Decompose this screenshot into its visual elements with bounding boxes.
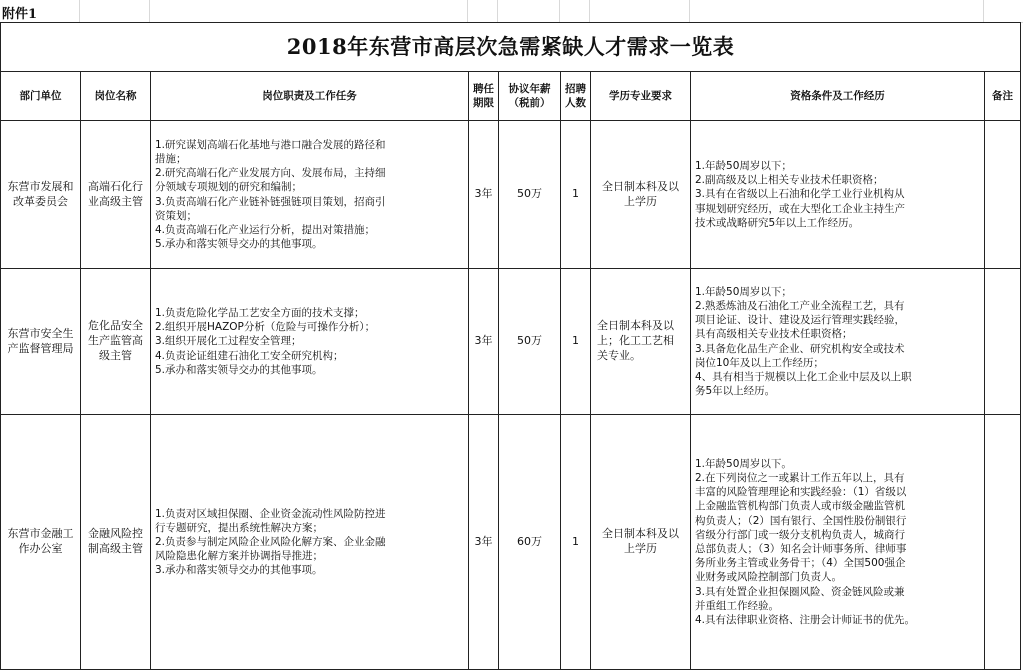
header-education: 学历专业要求 xyxy=(591,72,691,121)
table-row xyxy=(1,269,1021,415)
cell-term: 3年 xyxy=(469,121,499,269)
header-salary: 协议年薪 （税前） xyxy=(499,72,561,121)
spreadsheet-gridline-row xyxy=(0,0,1023,23)
table-row xyxy=(1,415,1021,670)
table-row xyxy=(1,121,1021,269)
header-count: 招聘 人数 xyxy=(561,72,591,121)
cell-dept: 东营市金融工作办公室 xyxy=(1,415,81,670)
cell-duties: 1.负责危险化学品工艺安全方面的技术支撑； 2.组织开展HAZOP分析（危险与可操作分析）； 3.组织开展化工过程安全管理； 4.负责论证组建石油化工安全研究机构； 5.承办和落实领导交办的其他事项。 xyxy=(151,269,469,415)
cell-dept: 东营市安全生产监督管理局 xyxy=(1,269,81,415)
cell-term: 3年 xyxy=(469,269,499,415)
cell-salary: 50万 xyxy=(499,269,561,415)
cell-remarks xyxy=(985,415,1021,670)
header-term: 聘任 期限 xyxy=(469,72,499,121)
header-row xyxy=(1,72,1021,121)
talent-demand-table xyxy=(0,22,1021,670)
cell-dept: 东营市发展和改革委员会 xyxy=(1,121,81,269)
cell-count: 1 xyxy=(561,415,591,670)
cell-qualifications: 1.年龄50周岁以下； 2.副高级及以上相关专业技术任职资格； 3.具有在省级以上石油和化学工业行业机构从 事规划研究经历，或在大型化工企业主持生产 技术或战略研究5年以上工作经历。 xyxy=(691,121,985,269)
cell-qualifications: 1.年龄50周岁以下。 2.在下列岗位之一或累计工作五年以上，具有 丰富的风险管理理论和实践经验：（1）省级以 上金融监管机构部门负责人或市级金融监管机 构负责人；（2）国有银行、全国性股份制银行 省级分行部门或一级分支机构负责人，城商行 总部负责人；（3）知名会计师事务所、律师事 务所业务主管或业务骨干；（4）全国500强企 业财务或风险控制部门负责人。 3.具有处置企业担保圈风险、资金链风险或兼 并重组工作经验。 4.具有法律职业资格、注册会计师证书的优先。 xyxy=(691,415,985,670)
cell-education: 全日制本科及以上；化工工艺相关专业。 xyxy=(591,269,691,415)
header-remarks: 备注 xyxy=(985,72,1021,121)
cell-salary: 60万 xyxy=(499,415,561,670)
header-position: 岗位名称 xyxy=(81,72,151,121)
cell-education: 全日制本科及以上学历 xyxy=(591,415,691,670)
cell-qualifications: 1.年龄50周岁以下； 2.熟悉炼油及石油化工产业全流程工艺，具有 项目论证、设计、建设及运行管理实践经验， 具有高级相关专业技术任职资格； 3.具备危化品生产企业、研究机构安全或技术 岗位10年及以上工作经历； 4、具有相当于规模以上化工企业中层及以上职 务5年以上经历。 xyxy=(691,269,985,415)
cell-education: 全日制本科及以上学历 xyxy=(591,121,691,269)
cell-position: 金融风险控制高级主管 xyxy=(81,415,151,670)
cell-salary: 50万 xyxy=(499,121,561,269)
cell-position: 危化品安全生产监管高级主管 xyxy=(81,269,151,415)
cell-duties: 1.研究谋划高端石化基地与港口融合发展的路径和 措施； 2.研究高端石化产业发展方向、发展布局，主持细 分领域专项规划的研究和编制； 3.负责高端石化产业链补链强链项目策划，招商引 资策划； 4.负责高端石化产业运行分析，提出对策措施； 5.承办和落实领导交办的其他事项。 xyxy=(151,121,469,269)
cell-term: 3年 xyxy=(469,415,499,670)
header-duties: 岗位职责及工作任务 xyxy=(151,72,469,121)
cell-count: 1 xyxy=(561,121,591,269)
cell-remarks xyxy=(985,121,1021,269)
cell-position: 高端石化行业高级主管 xyxy=(81,121,151,269)
cell-duties: 1.负责对区域担保圈、企业资金流动性风险防控进 行专题研究，提出系统性解决方案； 2.负责参与制定风险企业风险化解方案、企业金融 风险隐患化解方案并协调指导推进； 3.承办和落实领导交办的其他事项。 xyxy=(151,415,469,670)
cell-count: 1 xyxy=(561,269,591,415)
cell-remarks xyxy=(985,269,1021,415)
attachment-label: 附件1 xyxy=(2,7,38,22)
header-dept: 部门单位 xyxy=(1,72,81,121)
table-title: 2018年东营市高层次急需紧缺人才需求一览表 xyxy=(1,23,1021,72)
header-qualifications: 资格条件及工作经历 xyxy=(691,72,985,121)
